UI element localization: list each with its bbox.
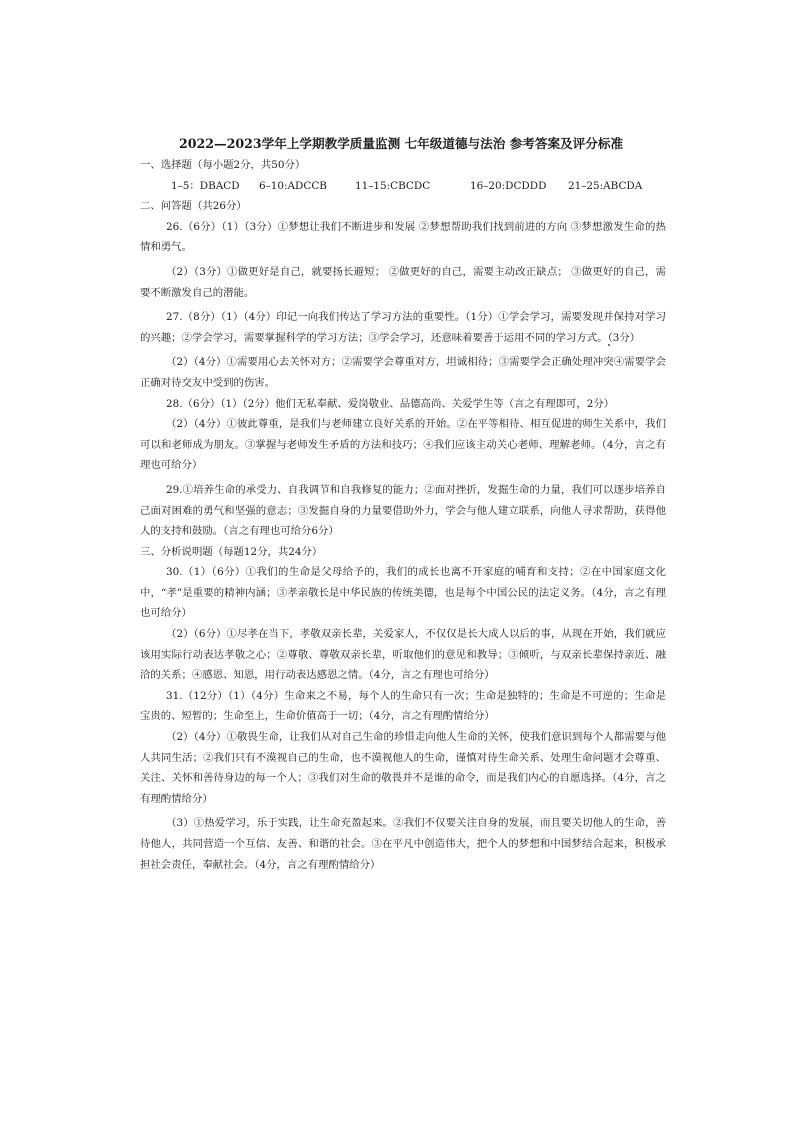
answer-paragraph-q28-2: （2）（4分）①彼此尊重，是我们与老师建立良好关系的开始。②在平等相待、相互促进的师生关系中，我们可以和老师成为朋友。③掌握与老师发生矛盾的方法和技巧；④我们应该主动关心老师、理解老师。（4分，言之有理也可给分）: [140, 418, 666, 472]
answer-key-document: [140, 133, 666, 875]
answer-paragraph-q28-1: 28.（6分）（1）（2分）他们无私奉献、爱岗敬业、品德高尚、关爱学生等（言之有理即可，2分）: [166, 397, 615, 410]
answer-paragraph-q31-2: （2）（4分）①敬畏生命，让我们从对自己生命的珍惜走向他人生命的关怀，使我们意识到每个人都需要与他人共同生活；②我们只有不漠视自己的生命，也不漠视他人的生命，谨慎对待生命关系、处理生命问题才会尊重、关注、关怀和善待身边的每一个人；③我们对生命的敬畏并不是谁的命令，而是我们内心的自愿选择。（4分，言之有理酌情给分）: [140, 731, 666, 805]
page-title: 2022—2023学年上学期教学质量监测 七年级道德与法治 参考答案及评分标准: [178, 136, 624, 151]
choice-answer-group: 11–15:CBCDC: [355, 179, 431, 192]
section-heading-choice: 一、选择题（每小题2分，共50分）: [140, 159, 306, 171]
choice-answer-group: 16–20:DCDDD: [470, 179, 547, 192]
answer-paragraph-q30-2: （2）（6分）①尽孝在当下，孝敬双亲长辈，关爱家人，不仅仅是长大成人以后的事，从现在开始，我们就应该用实际行动表达孝敬之心；②尊敬、尊敬双亲长辈，听取他们的意见和教导；③倾听，与双亲长辈保持亲近、融洽的关系；④感恩、知恩，用行动表达感恩之情。（4分，言之有理也可给分）: [140, 628, 666, 682]
answer-paragraph-q27-1: 27.（8分）（1）（4分）印记一向我们传达了学习方法的重要性。（1分）①学会学习，需要发现并保持对学习的兴趣；②学会学习，需要掌握科学的学习方法；③学会学习，还意味着要善于运用不同的学习方式。（3分）: [140, 311, 666, 344]
section-heading-qa: 二、问答题（共26分）: [140, 200, 247, 213]
answer-paragraph-q27-2: （2）（4分）①需要用心去关怀对方；②需要学会尊重对方，坦诚相待；③需要学会正确处理冲突④需要学会正确对待交友中受到的伤害。: [140, 356, 666, 389]
answer-paragraph-q26-1: 26.（6分）（1）（3分）①梦想让我们不断进步和发展 ②梦想帮助我们找到前进的方向 ③梦想激发生命的热情和勇气。: [140, 220, 666, 254]
answer-paragraph-q31-3: （3）①热爱学习，乐于实践，让生命充盈起来。②我们不仅要关注自身的发展，而且要关切他人的生命，善待他人，共同营造一个互信、友善、和谐的社会。③在平凡中创造伟大，把个人的梦想和中国梦结合起来，积极承担社会责任，奉献社会。（4分，言之有理酌情给分）: [140, 817, 666, 871]
choice-answer-group: 1–5：DBACD: [171, 179, 240, 192]
answer-paragraph-q29: 29.①培养生命的承受力、自我调节和自我修复的能力；②面对挫折，发掘生命的力量，我们可以逐步培养自己面对困难的勇气和坚强的意志；③发掘自身的力量要借助外力，学会与他人建立联系，向他人寻求帮助，获得他人的支持和鼓励。（言之有理也可给分6分）: [140, 483, 666, 538]
answer-paragraph-q26-2: （2）（3分）①做更好是自己，就要扬长避短； ②做更好的自己，需要主动改正缺点； ③做更好的自己，需要不断激发自己的潜能。: [140, 265, 666, 299]
choice-answers-row: [140, 176, 666, 197]
answer-paragraph-q30-1: 30.（1）（6分）①我们的生命是父母给予的，我们的成长也离不开家庭的哺育和支持；②在中国家庭文化中，“孝”是重要的精神内涵；③孝亲敬长是中华民族的传统美德，也是每个中国公民的法定义务。（4分，言之有理也可给分）: [140, 566, 666, 620]
choice-answer-group: 21–25:ABCDA: [568, 179, 643, 192]
choice-answer-group: 6–10:ADCCB: [259, 179, 327, 192]
section-heading-analysis: 三、分析说明题（每题12分，共24分）: [140, 545, 323, 558]
answer-paragraph-q31-1: 31.（12分）（1）（4分）生命来之不易，每个人的生命只有一次；生命是独特的；生命是不可逆的；生命是宝贵的、短暂的；生命至上，生命价值高于一切；（4分，言之有理酌情给分）: [140, 689, 666, 723]
